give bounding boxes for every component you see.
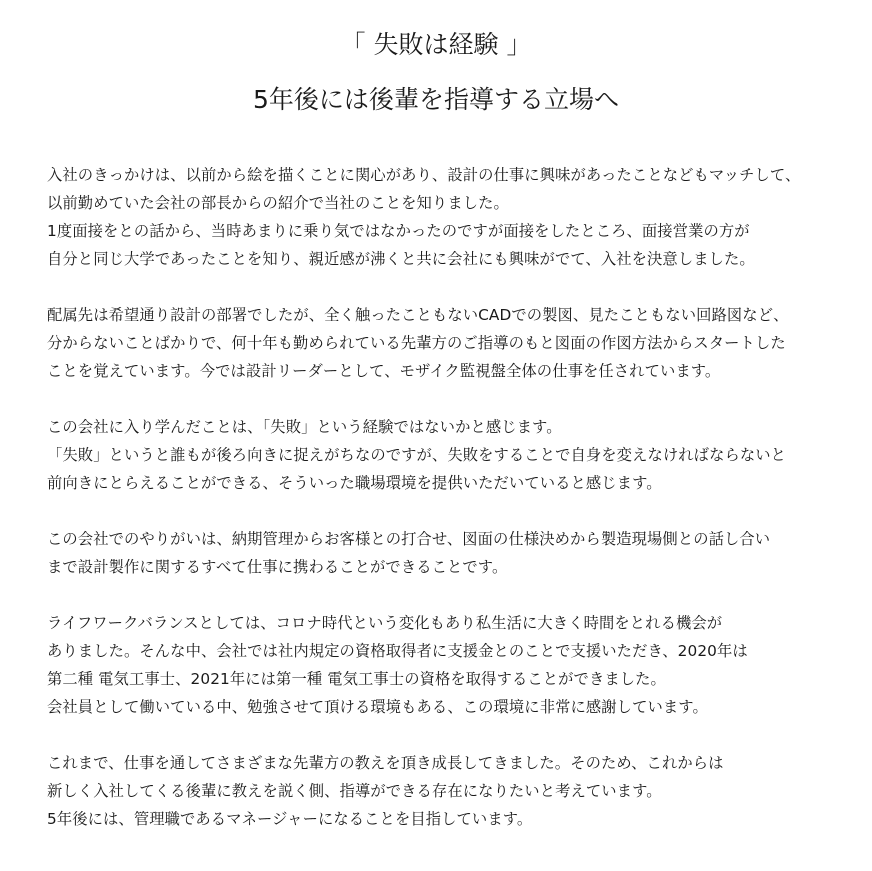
text-line: 新しく入社してくる後輩に教えを説く側、指導ができる存在になりたいと考えています。 xyxy=(47,782,662,800)
text-line: 自分と同じ大学であったことを知り、親近感が沸くと共に会社にも興味がでて、入社を決意しました。 xyxy=(47,250,755,268)
text-line: 前向きにとらえることができる、そういった職場環境を提供いただいていると感じます。 xyxy=(47,474,662,492)
text-line: ことを覚えています。今では設計リーダーとして、モザイク監視盤全体の仕事を任されています。 xyxy=(47,362,721,380)
text-line: この会社に入り学んだことは、「失敗」という経験ではないかと感じます。 xyxy=(47,418,562,436)
text-line: 以前勤めていた会社の部長からの紹介で当社のことを知りました。 xyxy=(47,194,509,212)
text-line: 入社のきっかけは、以前から絵を描くことに関心があり、設計の仕事に興味があったことなどもマッチして、 xyxy=(47,166,801,184)
heading-quote: 「 失敗は経験 」 xyxy=(340,30,532,59)
text-line: 分からないことばかりで、何十年も勤められている先輩方のご指導のもと図面の作図方法からスタートした xyxy=(47,334,786,352)
paragraph-assignment xyxy=(47,301,857,385)
text-line: ライフワークバランスとしては、コロナ時代という変化もあり私生活に大きく時間をとれる機会が xyxy=(47,614,723,632)
text-line: 会社員として働いている中、勉強させて頂ける環境もある、この環境に非常に感謝しています。 xyxy=(47,698,708,716)
paragraph-lessons xyxy=(47,413,857,497)
text-line: 1度面接をとの話から、当時あまりに乗り気ではなかったのですが面接をしたところ、面接営業の方が xyxy=(47,222,750,240)
text-line: 配属先は希望通り設計の部署でしたが、全く触ったこともないCADでの製図、見たこともない回路図など、 xyxy=(47,306,789,324)
text-line: 「失敗」というと誰もが後ろ向きに捉えがちなのですが、失敗をすることで自身を変えなければならないと xyxy=(47,446,787,464)
paragraph-reason-for-joining xyxy=(47,161,857,273)
paragraph-rewards xyxy=(47,525,857,581)
text-line: これまで、仕事を通してさまざまな先輩方の教えを頂き成長してきました。そのため、これからは xyxy=(47,754,724,772)
text-line: まで設計製作に関するすべて仕事に携わることができることです。 xyxy=(47,558,508,576)
body-text xyxy=(47,161,857,861)
paragraph-work-life-balance xyxy=(47,609,857,721)
text-line: この会社でのやりがいは、納期管理からお客様との打合せ、図面の仕様決めから製造現場側との話し合い xyxy=(47,530,771,548)
paragraph-future-goals xyxy=(47,749,857,833)
text-line: ありました。そんな中、会社では社内規定の資格取得者に支援金とのことで支援いただき、2020年は xyxy=(47,642,748,660)
text-line: 第二種 電気工事士、2021年には第一種 電気工事士の資格を取得することができました。 xyxy=(47,670,666,688)
heading-subtitle: 5年後には後輩を指導する立場へ xyxy=(253,85,619,114)
text-line: 5年後には、管理職であるマネージャーになることを目指しています。 xyxy=(47,810,533,828)
